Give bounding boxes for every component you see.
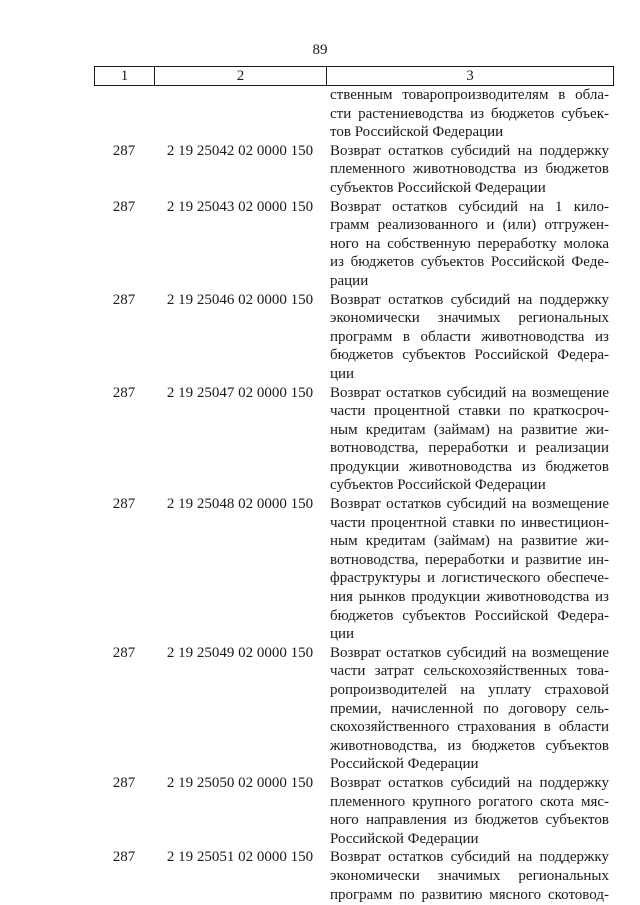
- text-line: бюджетов субъектов Российской Федера-: [330, 347, 609, 364]
- revenue-code: 2 19 25051 02 0000 150: [166, 849, 314, 866]
- text-line: ции: [330, 626, 355, 643]
- text-line: тов Российской Федерации: [330, 124, 504, 141]
- text-line: ным кредитам (займам) на развитие жи-: [330, 421, 609, 438]
- text-line: ния рынков продукции животноводства из: [330, 589, 609, 606]
- text-line: субъектов Российской Федерации: [330, 477, 546, 494]
- text-line: продукции животноводства из бюджетов: [330, 458, 609, 475]
- admin-code: 287: [112, 774, 136, 791]
- page-number: 89: [312, 42, 328, 58]
- table-body: [94, 86, 614, 904]
- text-line: программ в области животноводства из: [330, 328, 609, 345]
- revenue-code: 2 19 25042 02 0000 150: [166, 142, 314, 159]
- table-row: [94, 142, 614, 198]
- text-line: ным кредитам (займам) на развитие жи-: [330, 533, 609, 550]
- admin-code: 287: [112, 291, 136, 308]
- admin-code: 287: [112, 142, 136, 159]
- text-line: экономически значимых региональных: [330, 310, 609, 327]
- table-header: [94, 66, 614, 86]
- text-line: Возврат остатков субсидий на поддержку: [330, 291, 609, 308]
- admin-code: [94, 86, 154, 142]
- revenue-name: [330, 495, 609, 644]
- text-line: ственным товаропроизводителям в обла-: [330, 87, 609, 103]
- text-line: Возврат остатков субсидий на поддержку: [330, 849, 609, 866]
- text-line: бюджетов субъектов Российской Федера-: [330, 607, 609, 624]
- text-line: Возврат остатков субсидий на поддержку: [330, 142, 609, 159]
- text-line: вотноводства, переработки и реализации: [330, 440, 609, 457]
- revenue-name: [330, 198, 609, 291]
- text-line: животноводства, из бюджетов субъектов: [330, 737, 609, 754]
- text-line: ного направления из бюджетов субъектов: [330, 812, 609, 829]
- table-row: [94, 495, 614, 644]
- text-line: части затрат сельскохозяйственных това-: [330, 663, 609, 680]
- text-line: Возврат остатков субсидий на 1 кило-: [330, 198, 609, 215]
- text-line: части процентной ставки по краткосроч-: [330, 403, 609, 420]
- text-line: Возврат остатков субсидий на возмещение: [330, 644, 609, 661]
- text-line: премии, начисленной по договору сель-: [330, 700, 609, 717]
- revenue-code: 2 19 25046 02 0000 150: [166, 291, 314, 308]
- revenue-name: [330, 142, 609, 198]
- admin-code: 287: [112, 849, 136, 866]
- text-line: рации: [330, 272, 369, 289]
- admin-code: 287: [112, 496, 136, 513]
- text-line: грамм реализованного и (или) отгружен-: [330, 217, 609, 234]
- table-row: [94, 86, 614, 142]
- revenue-name: [330, 86, 609, 142]
- header-col-1: 1: [95, 67, 155, 85]
- header-col-3: 3: [466, 68, 474, 84]
- revenue-code: 2 19 25050 02 0000 150: [166, 774, 314, 791]
- table-row: [94, 644, 614, 774]
- table-row: [94, 291, 614, 384]
- text-line: ного на собственную переработку молока: [330, 235, 609, 252]
- revenue-name: [330, 644, 609, 774]
- text-line: части процентной ставки по инвестицион-: [330, 514, 609, 531]
- text-line: программ по развитию мясного скотовод-: [330, 886, 609, 903]
- text-line: субъектов Российской Федерации: [330, 179, 546, 196]
- text-line: Возврат остатков субсидий на возмещение: [330, 384, 609, 401]
- revenue-name: [330, 848, 609, 904]
- revenue-code: 2 19 25048 02 0000 150: [166, 496, 314, 513]
- revenue-name: [330, 291, 609, 384]
- text-line: из бюджетов субъектов Российской Феде-: [330, 254, 609, 271]
- admin-code: 287: [112, 644, 136, 661]
- text-line: племенного животноводства из бюджетов: [330, 161, 609, 178]
- table-row: [94, 774, 614, 848]
- text-line: Российской Федерации: [330, 830, 479, 847]
- text-line: племенного крупного рогатого скота мяс-: [330, 793, 609, 810]
- text-line: скохозяйственного страхования в области: [330, 719, 609, 736]
- text-line: экономически значимых региональных: [330, 867, 609, 884]
- table-row: [94, 848, 614, 904]
- revenue-name: [330, 384, 609, 496]
- revenue-code: 2 19 25047 02 0000 150: [166, 384, 314, 401]
- table-row: [94, 384, 614, 496]
- revenue-code: 2 19 25043 02 0000 150: [166, 198, 314, 215]
- revenue-name: [330, 774, 609, 848]
- text-line: ропроизводителей на уплату страховой: [330, 682, 609, 698]
- text-line: Российской Федерации: [330, 756, 479, 773]
- text-line: Возврат остатков субсидий на поддержку: [330, 774, 609, 791]
- text-line: ции: [330, 365, 355, 382]
- text-line: Возврат остатков субсидий на возмещение: [330, 496, 609, 513]
- admin-code: 287: [112, 384, 136, 401]
- header-col-2: 2: [155, 67, 327, 85]
- text-line: вотноводства, переработки и развитие ин-: [330, 551, 609, 568]
- table-row: [94, 198, 614, 291]
- text-line: сти растениеводства из бюджетов субъек-: [330, 105, 609, 122]
- revenue-code: [154, 86, 326, 142]
- admin-code: 287: [112, 198, 136, 215]
- text-line: фраструктуры и логистического обеспече-: [330, 570, 609, 587]
- revenue-code: 2 19 25049 02 0000 150: [166, 644, 314, 661]
